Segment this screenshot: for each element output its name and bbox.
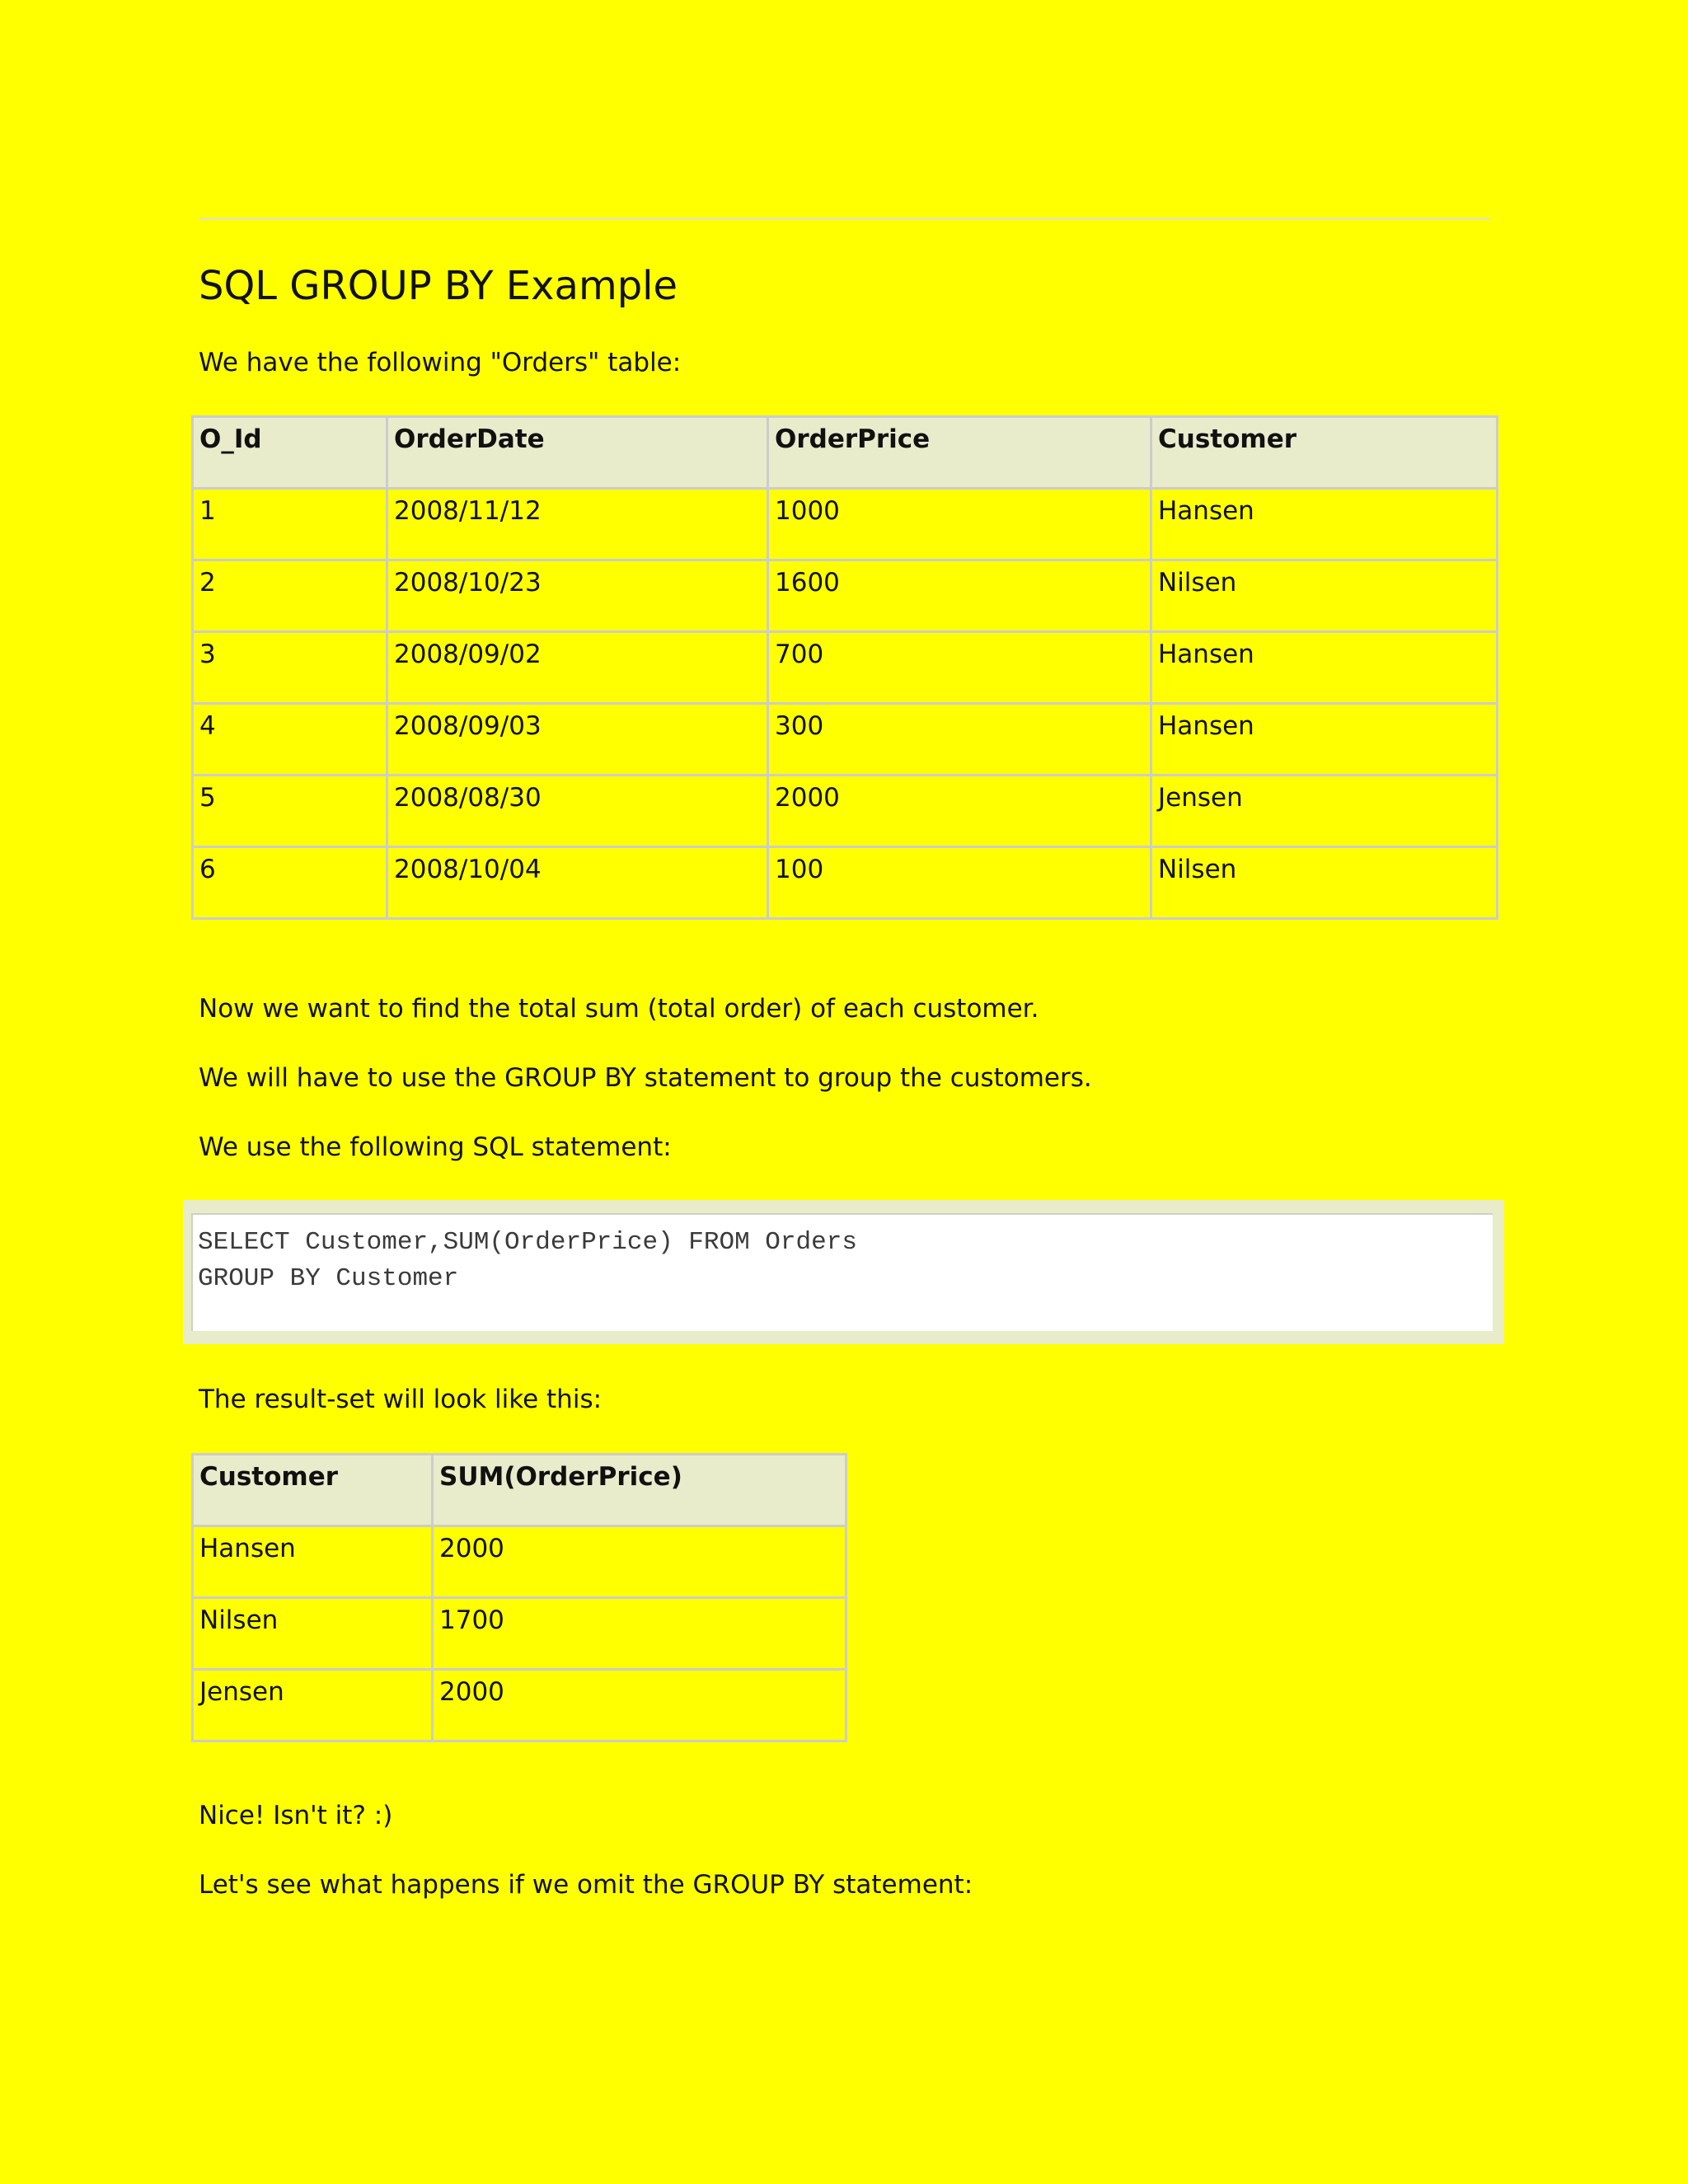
- code-line: SELECT Customer,SUM(OrderPrice) FROM Orders: [198, 1228, 857, 1257]
- table-cell: 2008/09/02: [387, 632, 768, 704]
- result-paragraph: The result-set will look like this:: [199, 1385, 603, 1414]
- table-cell: Jensen: [1151, 776, 1498, 847]
- table-cell: 2008/11/12: [387, 489, 768, 560]
- code-line: GROUP BY Customer: [198, 1264, 459, 1293]
- omit-group-by-paragraph: Let's see what happens if we omit the GROUP BY statement:: [199, 1870, 973, 1900]
- result-header-cell: Customer: [193, 1455, 433, 1526]
- nice-paragraph: Nice! Isn't it? :): [199, 1801, 393, 1830]
- table-cell: 2000: [433, 1526, 846, 1598]
- table-cell: 2008/10/23: [387, 560, 768, 632]
- table-cell: 2000: [433, 1670, 846, 1741]
- table-cell: 6: [193, 847, 387, 919]
- sql-statement-paragraph: We use the following SQL statement:: [199, 1132, 672, 1162]
- table-row: [193, 1526, 846, 1598]
- top-divider: [199, 218, 1489, 220]
- orders-header-cell: Customer: [1151, 417, 1498, 489]
- table-cell: Nilsen: [193, 1598, 433, 1670]
- group-by-paragraph: We will have to use the GROUP BY statement to group the customers.: [199, 1063, 1092, 1093]
- table-cell: Jensen: [193, 1670, 433, 1741]
- result-table: [191, 1453, 847, 1742]
- table-row: [193, 776, 1498, 847]
- result-header-cell: SUM(OrderPrice): [433, 1455, 846, 1526]
- code-example: [191, 1213, 1493, 1331]
- table-cell: 1700: [433, 1598, 846, 1670]
- table-cell: Hansen: [193, 1526, 433, 1598]
- table-cell: 300: [768, 704, 1151, 776]
- orders-header-row: [193, 417, 1498, 489]
- orders-header-cell: OrderDate: [387, 417, 768, 489]
- table-row: [193, 704, 1498, 776]
- table-cell: 5: [193, 776, 387, 847]
- total-sum-paragraph: Now we want to find the total sum (total order) of each customer.: [199, 994, 1039, 1024]
- table-cell: 1600: [768, 560, 1151, 632]
- table-cell: 2008/10/04: [387, 847, 768, 919]
- table-row: [193, 489, 1498, 560]
- table-cell: 2008/08/30: [387, 776, 768, 847]
- page-title: SQL GROUP BY Example: [199, 263, 678, 309]
- code-example-frame: [183, 1200, 1504, 1344]
- table-cell: Hansen: [1151, 489, 1498, 560]
- table-cell: Hansen: [1151, 632, 1498, 704]
- orders-table: [191, 415, 1498, 920]
- table-cell: Hansen: [1151, 704, 1498, 776]
- table-cell: 2: [193, 560, 387, 632]
- table-row: [193, 1598, 846, 1670]
- table-cell: 700: [768, 632, 1151, 704]
- table-row: [193, 1670, 846, 1741]
- table-cell: 3: [193, 632, 387, 704]
- intro-paragraph: We have the following "Orders" table:: [199, 348, 682, 377]
- table-cell: 2000: [768, 776, 1151, 847]
- table-cell: 4: [193, 704, 387, 776]
- table-row: [193, 632, 1498, 704]
- table-cell: 100: [768, 847, 1151, 919]
- orders-header-cell: O_Id: [193, 417, 387, 489]
- table-cell: Nilsen: [1151, 560, 1498, 632]
- orders-header-cell: OrderPrice: [768, 417, 1151, 489]
- result-header-row: [193, 1455, 846, 1526]
- table-cell: 1000: [768, 489, 1151, 560]
- table-row: [193, 847, 1498, 919]
- table-cell: 2008/09/03: [387, 704, 768, 776]
- table-row: [193, 560, 1498, 632]
- table-cell: Nilsen: [1151, 847, 1498, 919]
- table-cell: 1: [193, 489, 387, 560]
